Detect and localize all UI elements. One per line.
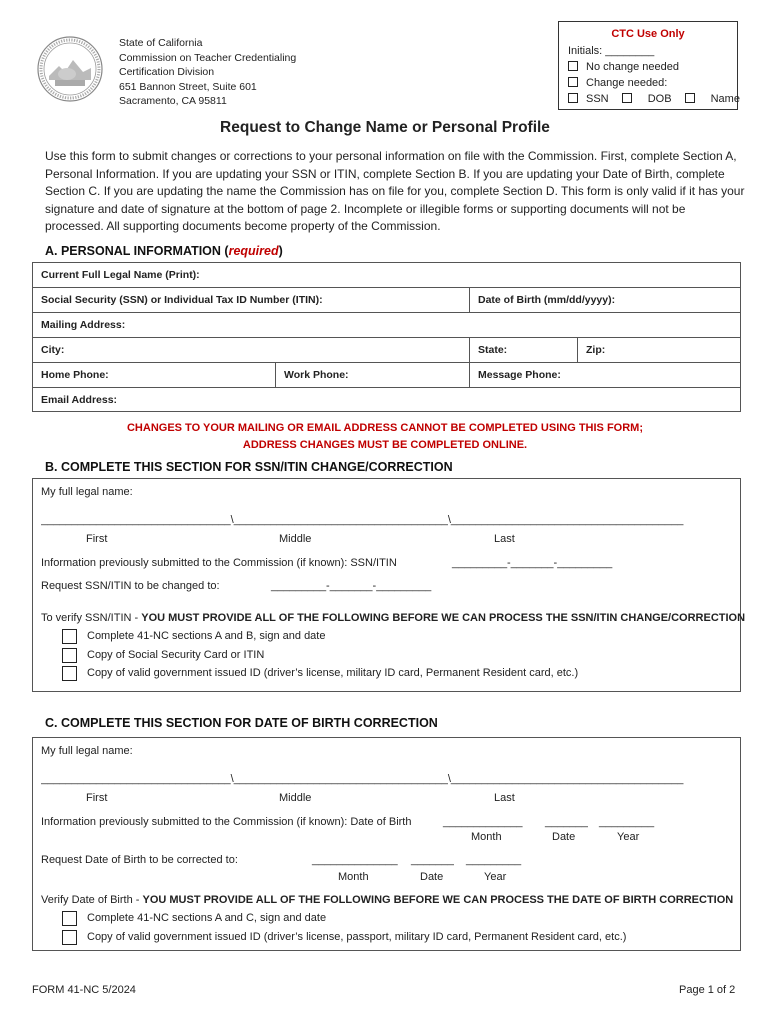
section-a-heading (45, 244, 283, 258)
dob-verify-requirement: YOU MUST PROVIDE ALL OF THE FOLLOWING BEFORE WE CAN PROCESS THE DATE OF BIRTH CORRECTION (142, 894, 734, 906)
table-row (33, 287, 740, 312)
dob-request-year-input[interactable]: _________ (466, 854, 522, 866)
dob-previous-date-input[interactable]: _______ (545, 816, 588, 828)
agency-line: State of California (119, 37, 203, 49)
address-warning-line1: CHANGES TO YOUR MAILING OR EMAIL ADDRESS CANNOT BE COMPLETED USING THIS FORM; (126, 422, 643, 434)
ctc-initials: Initials: ________ (568, 45, 655, 57)
middle-name-caption: Middle (279, 792, 312, 804)
ssn-verify-prefix: To verify SSN/ITIN - (41, 612, 142, 624)
ssn-req-checkbox-1[interactable] (62, 629, 77, 644)
date-caption: Date (420, 871, 444, 883)
dob-checkbox[interactable] (622, 93, 632, 103)
full-name-field[interactable]: Current Full Legal Name (Print): (41, 269, 200, 281)
ssn-previous-input[interactable]: _________-_______-_________ (452, 557, 613, 569)
ctc-name-label: Name (710, 93, 740, 105)
zip-field[interactable]: Zip: (577, 338, 740, 362)
intro-paragraph: Use this form to submit changes or corrections to your personal information on file with the Commission. First, complete Section A, Personal Information. If you are updating your SSN or ITIN, complete Section B. If you are updating your Date of Birth, complete Section C. If you are updating the name the Commission has on file for you, complete Section D. This form is only valid if it has your signature and date of signature at the bottom of page 2. Incomplete or illegible forms or supporting documents will not be processed. All supporting documents become property of the Commission. (45, 149, 745, 233)
ctc-no-change-row (568, 61, 679, 73)
state-seal-icon (37, 36, 103, 102)
name-checkbox[interactable] (685, 93, 695, 103)
section-b-name-line[interactable]: _______________________________\___________________________________\______________________________________ (41, 514, 684, 526)
ssn-verify-requirement: YOU MUST PROVIDE ALL OF THE FOLLOWING BEFORE WE CAN PROCESS THE SSN/ITIN CHANGE/CORRECTION (141, 612, 746, 624)
ssn-verify-text (41, 612, 745, 624)
month-caption: Month (338, 871, 369, 883)
state-field[interactable]: State: (469, 338, 578, 362)
ctc-dob-label: DOB (647, 93, 672, 105)
section-a-title: A. PERSONAL INFORMATION ( (45, 244, 229, 258)
dob-previous-label: Information previously submitted to the Commission (if known): Date of Birth (41, 816, 412, 828)
table-row (33, 337, 740, 362)
section-a-close: ) (278, 244, 283, 258)
table-row (33, 362, 740, 387)
dob-request-month-input[interactable]: ______________ (312, 854, 398, 866)
ssn-request-input[interactable]: _________-_______-_________ (271, 580, 432, 592)
ctc-title: CTC Use Only (611, 28, 685, 40)
section-b-legal-name-label: My full legal name: (41, 486, 133, 498)
ssn-request-label: Request SSN/ITIN to be changed to: (41, 580, 220, 592)
page-number: Page 1 of 2 (679, 984, 736, 996)
dob-field[interactable]: Date of Birth (mm/dd/yyyy): (469, 288, 740, 312)
dob-req-item: Copy of valid government issued ID (driver’s license, passport, military ID card, Permanent Resident card, etc.) (87, 931, 627, 943)
work-phone-field[interactable]: Work Phone: (275, 363, 470, 387)
dob-request-date-input[interactable]: _______ (411, 854, 454, 866)
ctc-change-row (568, 77, 667, 89)
ssn-req-item: Copy of valid government issued ID (driver’s license, military ID card, Permanent Resident card, etc.) (87, 667, 579, 679)
dob-previous-year-input[interactable]: _________ (599, 816, 655, 828)
email-field[interactable]: Email Address: (41, 394, 118, 406)
ssn-checkbox[interactable] (568, 93, 578, 103)
agency-line: 651 Bannon Street, Suite 601 (119, 80, 257, 93)
agency-line: Commission on Teacher Credentialing (119, 51, 297, 64)
table-row (33, 312, 740, 337)
last-name-caption: Last (494, 533, 515, 545)
section-c-heading: C. COMPLETE THIS SECTION FOR DATE OF BIRTH CORRECTION (45, 716, 438, 730)
dob-request-label: Request Date of Birth to be corrected to: (41, 854, 238, 866)
year-caption: Year (484, 871, 507, 883)
home-phone-field[interactable]: Home Phone: (41, 369, 109, 381)
change-needed-checkbox[interactable] (568, 77, 578, 87)
first-name-caption: First (86, 533, 108, 545)
ctc-no-change-label: No change needed (586, 61, 679, 73)
agency-line: Sacramento, CA 95811 (119, 95, 227, 107)
last-name-caption: Last (494, 792, 515, 804)
dob-verify-text (41, 894, 733, 906)
ctc-fields-row (568, 93, 740, 105)
month-caption: Month (471, 831, 502, 843)
ssn-req-item: Complete 41-NC sections A and B, sign and date (87, 630, 326, 642)
required-label: required (228, 244, 279, 258)
section-b-heading: B. COMPLETE THIS SECTION FOR SSN/ITIN CHANGE/CORRECTION (45, 460, 453, 474)
ssn-req-checkbox-2[interactable] (62, 648, 77, 663)
agency-line: Certification Division (119, 66, 215, 78)
personal-info-table (32, 262, 741, 412)
dob-req-checkbox-2[interactable] (62, 930, 77, 945)
no-change-checkbox[interactable] (568, 61, 578, 71)
address-warning-line2: ADDRESS CHANGES MUST BE COMPLETED ONLINE. (242, 439, 528, 451)
date-caption: Date (552, 831, 576, 843)
ctc-ssn-label: SSN (586, 93, 609, 105)
dob-verify-prefix: Verify Date of Birth - (41, 894, 143, 906)
ctc-change-label: Change needed: (586, 77, 668, 89)
ssn-field[interactable]: Social Security (SSN) or Individual Tax ID Number (ITIN): (41, 294, 323, 306)
dob-previous-month-input[interactable]: _____________ (443, 816, 523, 828)
dob-req-item: Complete 41-NC sections A and C, sign and date (87, 912, 327, 924)
ssn-req-checkbox-3[interactable] (62, 666, 77, 681)
form-number: FORM 41-NC 5/2024 (32, 984, 136, 996)
section-c-name-line[interactable]: _______________________________\___________________________________\______________________________________ (41, 773, 684, 785)
mailing-address-field[interactable]: Mailing Address: (41, 319, 126, 331)
ssn-req-item: Copy of Social Security Card or ITIN (87, 649, 265, 661)
middle-name-caption: Middle (279, 533, 312, 545)
message-phone-field[interactable]: Message Phone: (469, 363, 740, 387)
page-title: Request to Change Name or Personal Profile (220, 119, 550, 136)
first-name-caption: First (86, 792, 108, 804)
section-c-legal-name-label: My full legal name: (41, 745, 133, 757)
agency-address (119, 36, 296, 109)
ssn-previous-label: Information previously submitted to the Commission (if known): SSN/ITIN (41, 557, 397, 569)
table-row (33, 263, 740, 287)
ctc-use-only-box (558, 21, 738, 110)
table-row (33, 387, 740, 412)
year-caption: Year (617, 831, 640, 843)
dob-req-checkbox-1[interactable] (62, 911, 77, 926)
city-field[interactable]: City: (41, 344, 65, 356)
